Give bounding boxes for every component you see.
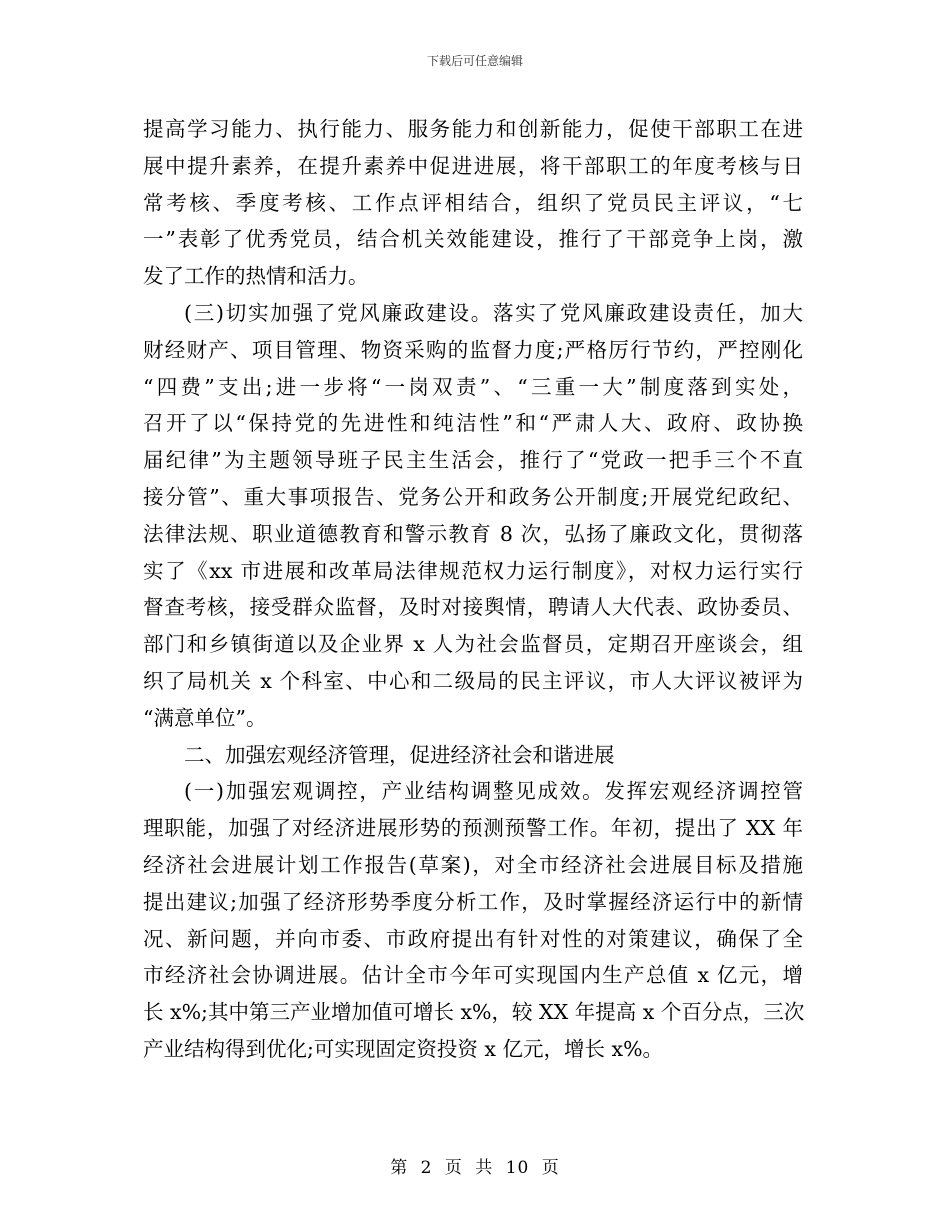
- text-line: 法律法规、职业道德教育和警示教育 8 次，弘扬了廉政文化，贯彻落: [143, 521, 803, 546]
- text-line: 二、加强宏观经济管理，促进经济社会和谐进展: [184, 742, 615, 767]
- text-line: 部门和乡镇街道以及企业界 x 人为社会监督员，定期召开座谈会，组: [143, 632, 803, 657]
- text-line: (三)切实加强了党风廉政建设。落实了党风廉政建设责任，加大: [184, 300, 803, 325]
- text-line: 财经财产、项目管理、物资采购的监督力度;严格厉行节约，严控刚化: [143, 337, 803, 362]
- text-line: 常考核、季度考核、工作点评相结合，组织了党员民主评议，“七: [143, 190, 803, 215]
- text-line: 产业结构得到优化;可实现固定资投资 x 亿元，增长 x%。: [143, 1036, 664, 1061]
- page-footer-page-number: 第 2 页 共 10 页: [390, 1158, 560, 1178]
- text-line: 展中提升素养，在提升素养中促进进展，将干部职工的年度考核与日: [143, 153, 803, 178]
- text-line: 理职能，加强了对经济进展形势的预测预警工作。年初，提出了 XX 年: [143, 816, 803, 841]
- text-line: “四费”支出;进一步将“一岗双责”、“三重一大”制度落到实处，: [143, 374, 803, 399]
- text-line: 督查考核，接受群众监督，及时对接舆情，聘请人大代表、政协委员、: [143, 595, 803, 620]
- text-line: 况、新问题，并向市委、市政府提出有针对性的对策建议，确保了全: [143, 926, 803, 951]
- text-line: 召开了以“保持党的先进性和纯洁性”和“严肃人大、政府、政协换: [143, 411, 803, 436]
- text-line: “满意单位”。: [143, 705, 267, 730]
- text-line: 提出建议;加强了经济形势季度分析工作，及时掌握经济运行中的新情: [143, 889, 803, 914]
- document-body: [143, 111, 803, 1068]
- text-line: 接分管”、重大事项报告、党务公开和政务公开制度;开展党纪政纪、: [143, 484, 803, 509]
- text-line: 一”表彰了优秀党员，结合机关效能建设，推行了干部竞争上岗，激: [143, 227, 803, 252]
- text-line: 提高学习能力、执行能力、服务能力和创新能力，促使干部职工在进: [143, 117, 803, 141]
- text-line: 发了工作的热情和活力。: [143, 264, 369, 289]
- text-line: 实了《xx 市进展和改革局法律规范权力运行制度》，对权力运行实行: [143, 558, 803, 583]
- text-line: 长 x%;其中第三产业增加值可增长 x%，较 XX 年提高 x 个百分点，三次: [143, 1000, 805, 1025]
- page-header: 下载后可任意编辑: [426, 54, 523, 68]
- text-line: 市经济社会协调进展。估计全市今年可实现国内生产总值 x 亿元，增: [143, 963, 803, 988]
- text-line: 经济社会进展计划工作报告(草案)，对全市经济社会进展目标及措施: [143, 852, 803, 877]
- text-line: 织了局机关 x 个科室、中心和二级局的民主评议，市人大评议被评为: [143, 668, 803, 693]
- text-line: (一)加强宏观调控，产业结构调整见成效。发挥宏观经济调控管: [184, 779, 803, 804]
- text-line: 届纪律”为主题领导班子民主生活会，推行了“党政一把手三个不直: [143, 448, 803, 473]
